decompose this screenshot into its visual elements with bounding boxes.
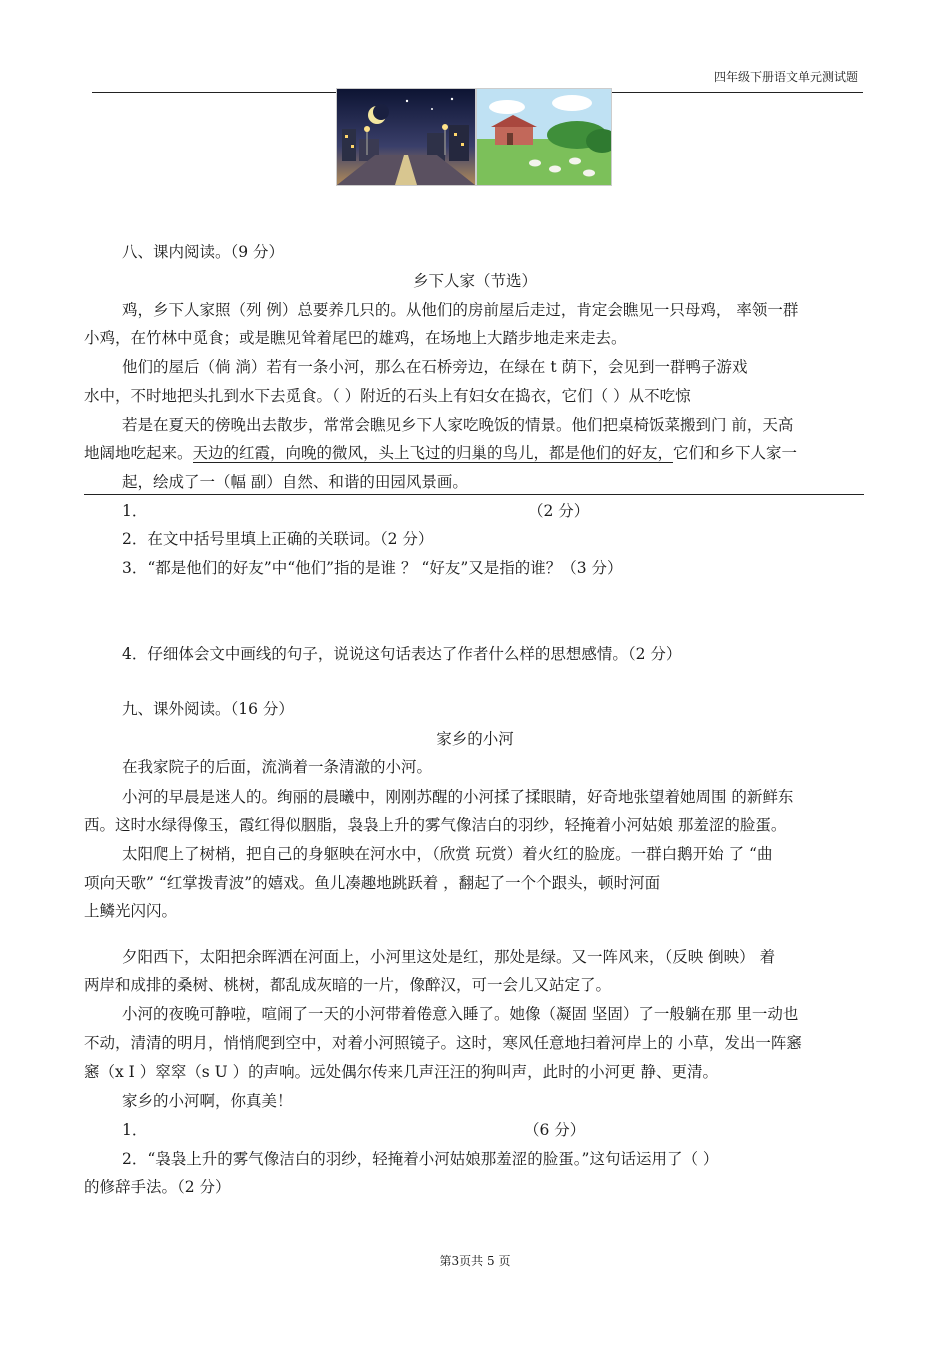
section9-p4a: 夕阳西下，太阳把余晖洒在河面上，小河里这处是红，那处是绿。又一阵风来，（反映 倒映） 着 [122, 948, 776, 966]
section9-p5c: 窸（x I ）窣窣（s U ）的声响。远处偶尔传来几声汪汪的狗叫声，此时的小河更 静、更清。 [84, 1063, 719, 1081]
section8-q3: 3．“都是他们的好友”中“他们”指的是谁 ？ “好友”又是指的谁？（3 分） [122, 559, 623, 577]
section9-q2b: 的修辞手法。（2 分） [84, 1178, 231, 1196]
night-city-picture [336, 88, 476, 186]
section8-p2a: 他们的屋后（倘 淌）若有一条小河，那么在石桥旁边，在绿在 t 荫下，会见到一群鸭子游戏 [122, 358, 748, 376]
section8-p1b: 小鸡，在竹林中觅食；或是瞧见耸着尾巴的雄鸡，在场地上大踏步地走来走去。 [84, 329, 627, 347]
section8-rule [84, 494, 864, 495]
section9-p5b: 不动，清清的明月，悄悄爬到空中，对着小河照镜子。这时，寒风任意地扫着河岸上的 小草，发出一阵窸 [84, 1034, 802, 1052]
section8-q1-score: （2 分） [528, 502, 590, 520]
section9-p6: 家乡的小河啊，你真美！ [122, 1092, 293, 1110]
page-number: 第3页共 5 页 [439, 1254, 511, 1268]
section8-heading: 八、课内阅读。（9 分） [122, 243, 285, 261]
section9-p2a: 小河的早晨是迷人的。绚丽的晨曦中，刚刚苏醒的小河揉了揉眼睛，好奇地张望着她周围 的新鲜东 [122, 788, 794, 806]
section8-q4: 4．仔细体会文中画线的句子，说说这句话表达了作者什么样的思想感情。（2 分） [122, 645, 682, 663]
section9-p2b: 西。这时水绿得像玉，霞红得似胭脂，袅袅上升的雾气像洁白的羽纱，轻掩着小河姑娘 那羞涩的脸蛋。 [84, 816, 787, 834]
section8-title: 乡下人家（节选） [412, 272, 537, 290]
section8-p3b [84, 441, 797, 463]
section8-p2b: 水中，不时地把头扎到水下去觅食。（ ）附近的石头上有妇女在捣衣，它们（ ）从不吃惊 [84, 387, 691, 405]
section9-p3c: 上鳞光闪闪。 [84, 902, 178, 920]
section9-p3b: 项向天歌” “红掌拨青波”的嬉戏。鱼儿凑趣地跳跃着 ，翻起了一个个跟头，顿时河面 [84, 874, 661, 892]
section8-p3c: 起，绘成了一（幅 副）自然、和谐的田园风景画。 [122, 473, 468, 491]
header-title: 四年级下册语文单元测试题 [713, 70, 858, 84]
header-rule-right [610, 92, 863, 93]
section9-p4b: 两岸和成排的桑树、桃树，都乱成灰暗的一片，像醉汉，可一会儿又站定了。 [84, 976, 612, 994]
section9-p5a: 小河的夜晚可静啦，喧闹了一天的小河带着倦意入睡了。她像（凝固 坚固）了一般躺在那 里一动也 [122, 1005, 799, 1023]
section9-p3a: 太阳爬上了树梢，把自己的身躯映在河水中，（欣赏 玩赏）着火红的脸庞。一群白鹅开始 了 “曲 [122, 845, 773, 863]
section9-q1-score: （6 分） [524, 1121, 586, 1139]
underlined-sentence: 天边的红霞，向晚的微风，头上飞过的归巢的鸟儿，都是他们的好友， [192, 444, 674, 462]
section9-q2a: 2．“袅袅上升的雾气像洁白的羽纱，轻掩着小河姑娘那羞涩的脸蛋。”这句话运用了（ ） [122, 1150, 719, 1168]
section9-heading: 九、课外阅读。（16 分） [122, 700, 294, 718]
section8-p3b-pre: 地阔地吃起来。 [84, 444, 193, 462]
section8-q1-number: 1． [122, 502, 148, 520]
section8-q2: 2．在文中括号里填上正确的关联词。（2 分） [122, 530, 434, 548]
section8-p3b-post: 它们和乡下人家一 [673, 444, 798, 462]
header-rule-left [92, 92, 336, 93]
section8-p3a: 若是在夏天的傍晚出去散步，常常会瞧见乡下人家吃晚饭的情景。他们把桌椅饭菜搬到门 前，天高 [122, 416, 794, 434]
section9-q1-number: 1． [122, 1121, 148, 1139]
countryside-picture [476, 88, 612, 186]
section9-p1: 在我家院子的后面，流淌着一条清澈的小河。 [122, 758, 433, 776]
section9-title: 家乡的小河 [436, 730, 514, 748]
section8-p1a: 鸡，乡下人家照（列 例）总要养几只的。从他们的房前屋后走过，肯定会瞧见一只母鸡， 率领一群 [122, 301, 799, 319]
